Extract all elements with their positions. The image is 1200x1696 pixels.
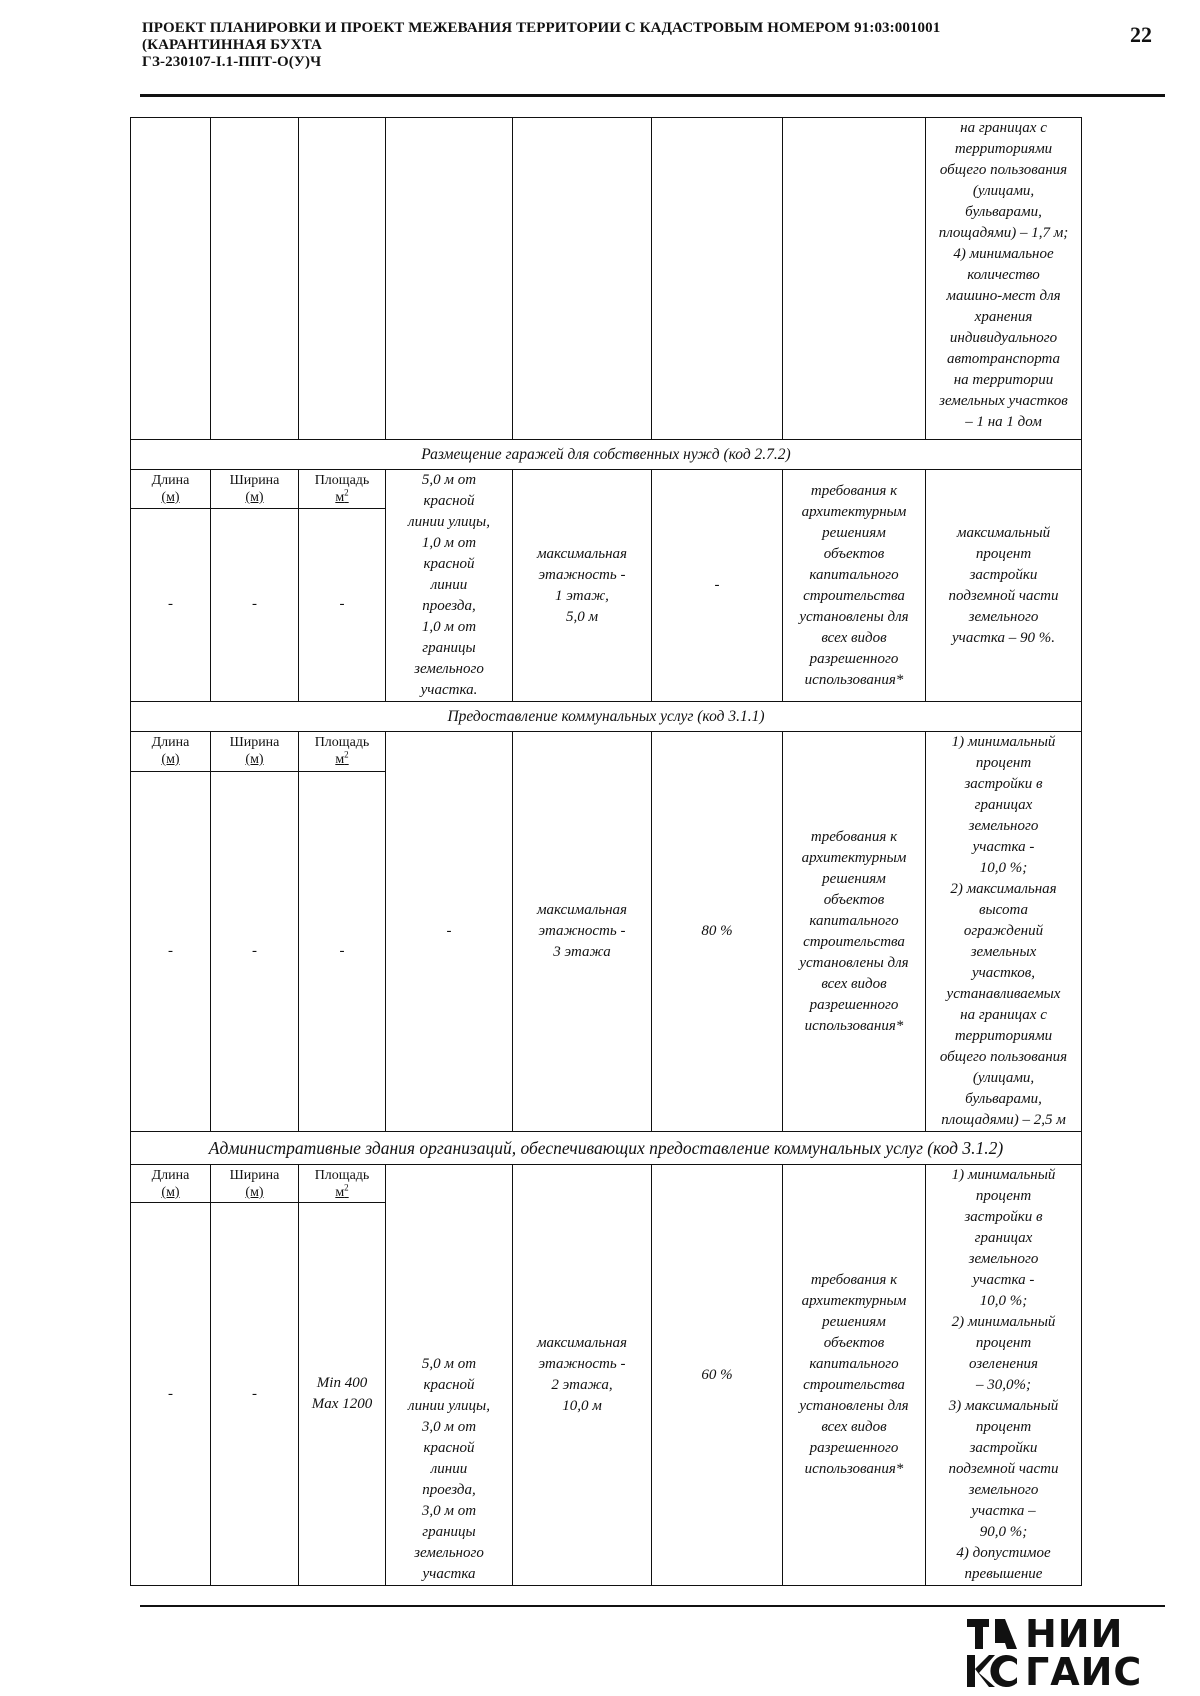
setbacks-cell: 5,0 м от красной линии улицы, 3,0 м от красной линии проезда, 3,0 м от границы земельного участка	[386, 1165, 513, 1586]
header-doc-code: ГЗ-230107-I.1-ППТ-О(У)Ч	[142, 54, 322, 70]
area-header: Площадь $м^2$	[299, 470, 386, 509]
width-header: Ширина (м)	[211, 1165, 299, 1203]
length-value: -	[131, 508, 211, 701]
width-value: -	[211, 508, 299, 701]
page-number: 22	[1130, 22, 1152, 47]
width-header: Ширина (м)	[211, 470, 299, 509]
footer-rule	[140, 1605, 1165, 1607]
document-header	[142, 20, 1062, 71]
max-floors-cell: максимальная этажность - 1 этаж, 5,0 м	[513, 470, 652, 702]
area-value: -	[299, 508, 386, 701]
logo-text-line2: ГАИС	[1025, 1650, 1143, 1694]
architecture-requirements-cell: требования к архитектурным решениям объектов капитального строительства установлены для всех видов разрешенного использования*	[783, 1165, 926, 1586]
length-header: Длина (м)	[131, 470, 211, 509]
length-value: -	[131, 1203, 211, 1586]
section-title: Административные здания организаций, обеспечивающих предоставление коммунальных услуг (код 3.1.2)	[131, 1132, 1082, 1165]
section-title: Предоставление коммунальных услуг (код 3.1.1)	[131, 702, 1082, 732]
architecture-requirements-cell: требования к архитектурным решениям объектов капитального строительства установлены для всех видов разрешенного использования*	[783, 732, 926, 1132]
max-coverage-cell: -	[652, 470, 783, 702]
area-value: -	[299, 771, 386, 1131]
table-row	[131, 470, 1082, 509]
width-header: Ширина (м)	[211, 732, 299, 772]
logo-text-line1: НИИ	[1025, 1612, 1124, 1656]
max-coverage-cell: 60 %	[652, 1165, 783, 1586]
section-row	[131, 1132, 1082, 1165]
length-value: -	[131, 771, 211, 1131]
table-row	[131, 1165, 1082, 1203]
other-params-cell: 1) минимальный процент застройки в границах земельного участка - 10,0 %; 2) минимальный процент озеленения – 30,0%; 3) максимальный процент застройки подземной части земельного участка – 90,0 %; 4) допустимое превышение	[926, 1165, 1082, 1586]
width-value: -	[211, 771, 299, 1131]
length-header: Длина (м)	[131, 1165, 211, 1203]
section-row	[131, 702, 1082, 732]
header-rule	[140, 94, 1165, 97]
length-header: Длина (м)	[131, 732, 211, 772]
section-row	[131, 440, 1082, 470]
area-header: Площадь $м^2$	[299, 1165, 386, 1203]
header-title: ПРОЕКТ ПЛАНИРОВКИ И ПРОЕКТ МЕЖЕВАНИЯ ТЕРРИТОРИИ С КАДАСТРОВЫМ НОМЕРОМ 91:03:001001	[142, 20, 941, 36]
width-value: -	[211, 1203, 299, 1586]
header-subtitle: (КАРАНТИННАЯ БУХТА	[142, 37, 322, 53]
continuation-extra-params: на границах с территориями общего пользования (улицами, бульварами, площадями) – 1,7 м; 4) минимальное количество машино-мест для хранения индивидуального автотранспорта на территории земельных участков – 1 на 1 дом	[926, 118, 1082, 440]
setbacks-cell: -	[386, 732, 513, 1132]
max-floors-cell: максимальная этажность - 2 этажа, 10,0 м	[513, 1165, 652, 1586]
max-floors-cell: максимальная этажность - 3 этажа	[513, 732, 652, 1132]
max-coverage-cell: 80 %	[652, 732, 783, 1132]
niigais-logo	[965, 1612, 1165, 1694]
section-title: Размещение гаражей для собственных нужд (код 2.7.2)	[131, 440, 1082, 470]
setbacks-cell: 5,0 м от красной линии улицы, 1,0 м от красной линии проезда, 1,0 м от границы земельного участка.	[386, 470, 513, 702]
regulations-table	[130, 117, 1082, 1586]
area-value: Min 400 Max 1200	[299, 1203, 386, 1586]
logo-mark-icon	[965, 1617, 1021, 1691]
table-row	[131, 732, 1082, 772]
other-params-cell: 1) минимальный процент застройки в границах земельного участка - 10,0 %; 2) максимальная высота ограждений земельных участков, устанавливаемых на границах с территориями общего пользования (улицами, бульварами, площадями) – 2,5 м	[926, 732, 1082, 1132]
table-row-continuation	[131, 118, 1082, 440]
architecture-requirements-cell: требования к архитектурным решениям объектов капитального строительства установлены для всех видов разрешенного использования*	[783, 470, 926, 702]
area-header: Площадь $м^2$	[299, 732, 386, 772]
other-params-cell: максимальный процент застройки подземной части земельного участка – 90 %.	[926, 470, 1082, 702]
